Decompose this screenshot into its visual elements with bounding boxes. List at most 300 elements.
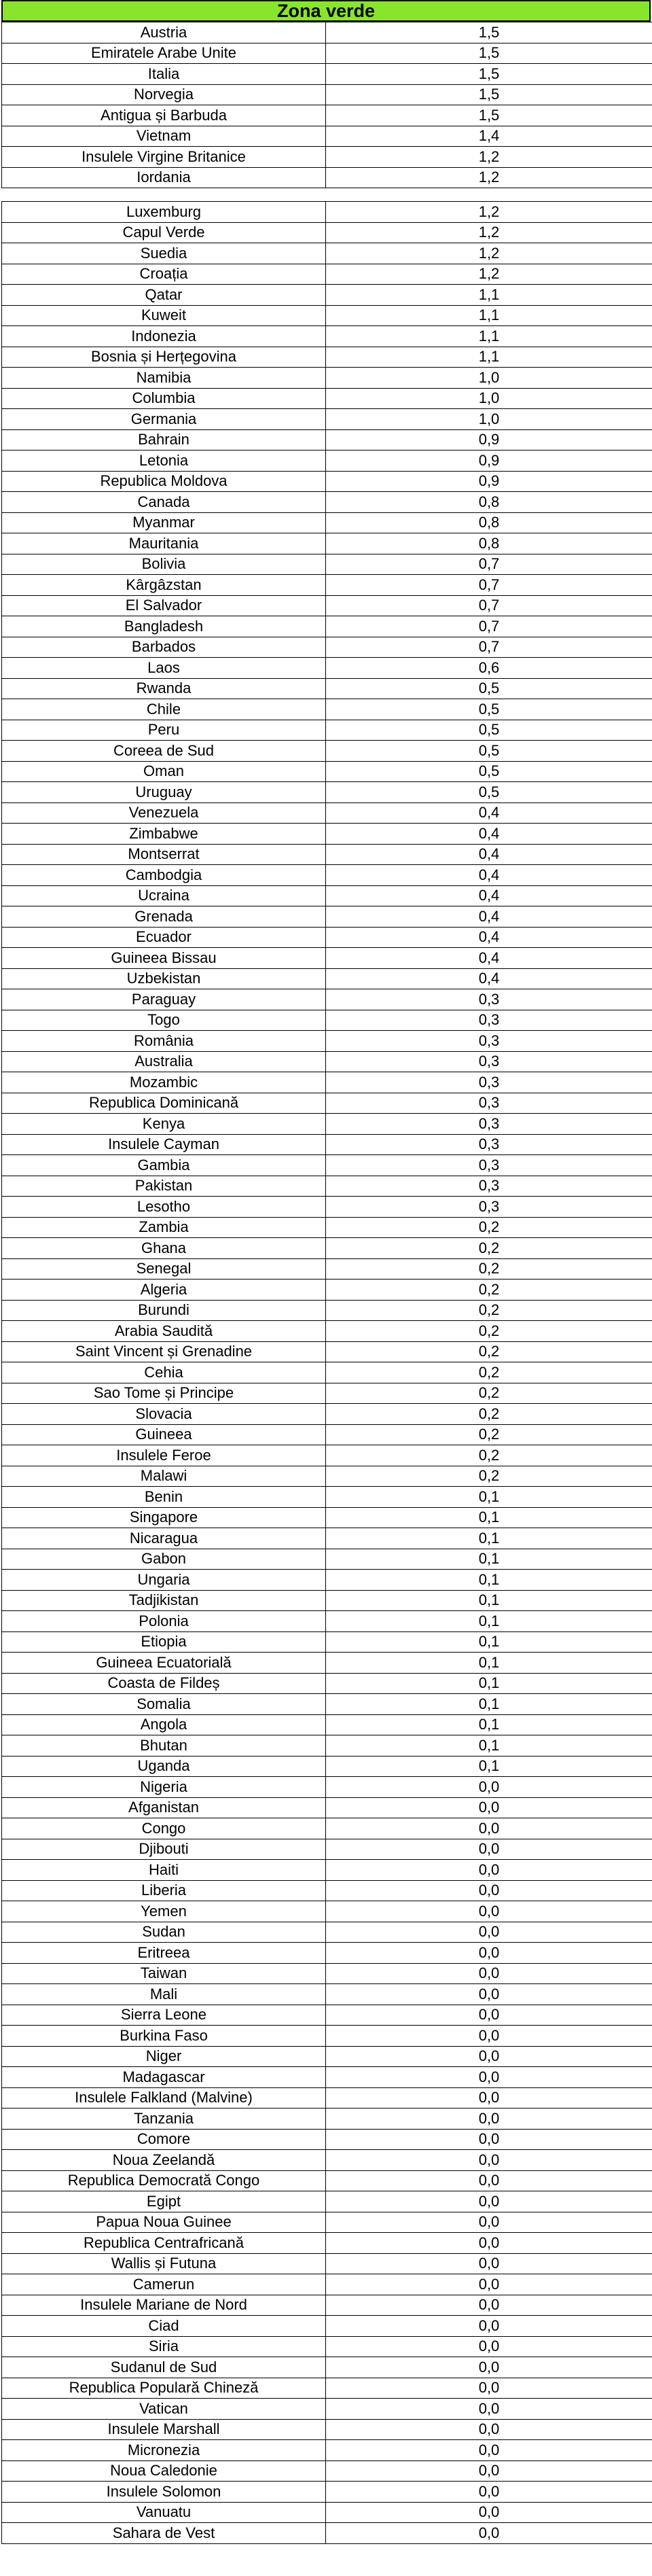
incidence-value: 0,1: [326, 1694, 652, 1715]
incidence-value: 0,0: [326, 1963, 652, 1984]
incidence-value: 0,5: [326, 678, 652, 699]
incidence-value: 0,2: [326, 1404, 652, 1425]
table-row: [2, 2212, 652, 2233]
incidence-value: 0,2: [326, 1341, 652, 1362]
incidence-value: 1,0: [326, 368, 652, 389]
table-row: [2, 1839, 652, 1860]
table-row: [2, 264, 652, 285]
country-name: Guineea Ecuatorială: [2, 1653, 326, 1674]
country-name: Sudanul de Sud: [2, 2357, 326, 2378]
incidence-value: 0,0: [326, 2378, 652, 2399]
country-name: Norvegia: [2, 84, 326, 105]
incidence-value: 1,2: [326, 222, 652, 243]
table-row: [2, 989, 652, 1010]
incidence-value: 0,4: [326, 906, 652, 928]
incidence-value: 1,0: [326, 409, 652, 430]
table-row: [2, 471, 652, 492]
incidence-value: 0,5: [326, 741, 652, 762]
incidence-value: 0,0: [326, 2460, 652, 2482]
incidence-value: 0,9: [326, 471, 652, 492]
green-zone-sheet: [1, 0, 651, 2544]
incidence-value: 0,4: [326, 885, 652, 906]
country-name: Saint Vincent și Grenadine: [2, 1341, 326, 1362]
table-row: [2, 1631, 652, 1653]
table-row: [2, 2274, 652, 2295]
incidence-value: 0,2: [326, 1258, 652, 1280]
country-name: Mozambic: [2, 1072, 326, 1093]
table-row: [2, 2129, 652, 2150]
incidence-value: 0,1: [326, 1653, 652, 1674]
country-name: Nicaragua: [2, 1528, 326, 1549]
country-name: Coasta de Fildeș: [2, 1673, 326, 1694]
incidence-value: 1,2: [326, 202, 652, 223]
country-name: Australia: [2, 1051, 326, 1072]
table-row: [2, 1010, 652, 1031]
table-row: [2, 948, 652, 969]
country-name: Qatar: [2, 285, 326, 306]
country-name: Papua Noua Guinee: [2, 2212, 326, 2233]
table-row: [2, 927, 652, 948]
table-row: [2, 637, 652, 658]
country-name: Zambia: [2, 1217, 326, 1238]
country-name: Insulele Cayman: [2, 1134, 326, 1155]
country-name: Coreea de Sud: [2, 741, 326, 762]
country-table-top: [1, 22, 652, 188]
country-name: Emiratele Arabe Unite: [2, 43, 326, 64]
incidence-value: 0,1: [326, 1631, 652, 1653]
incidence-value: 0,0: [326, 2336, 652, 2357]
incidence-value: 0,2: [326, 1383, 652, 1404]
table-row: [2, 2378, 652, 2399]
table-row: [2, 512, 652, 533]
incidence-value: 0,0: [326, 1901, 652, 1922]
incidence-value: 0,0: [326, 2067, 652, 2088]
country-name: Ungaria: [2, 1570, 326, 1591]
country-name: Indonezia: [2, 326, 326, 347]
country-name: Insulele Feroe: [2, 1445, 326, 1466]
country-name: Republica Centrafricană: [2, 2233, 326, 2254]
table-row: [2, 1611, 652, 1632]
table-row: [2, 1653, 652, 1674]
incidence-value: 1,2: [326, 243, 652, 264]
country-name: Malawi: [2, 1466, 326, 1487]
country-name: Ciad: [2, 2316, 326, 2337]
table-row: [2, 1860, 652, 1881]
country-name: Luxemburg: [2, 202, 326, 223]
incidence-value: 1,1: [326, 347, 652, 368]
table-row: [2, 1404, 652, 1425]
table-row: [2, 2460, 652, 2482]
table-row: [2, 1797, 652, 1818]
table-row: [2, 492, 652, 513]
country-name: Nigeria: [2, 1777, 326, 1798]
incidence-value: 0,0: [326, 2399, 652, 2420]
incidence-value: 0,4: [326, 948, 652, 969]
country-name: Guineea Bissau: [2, 948, 326, 969]
incidence-value: 0,4: [326, 824, 652, 845]
incidence-value: 0,3: [326, 1155, 652, 1176]
country-name: Paraguay: [2, 989, 326, 1010]
country-name: Guineea: [2, 1424, 326, 1445]
country-name: Afganistan: [2, 1797, 326, 1818]
country-name: Taiwan: [2, 1963, 326, 1984]
table-row: [2, 2026, 652, 2047]
table-row: [2, 1818, 652, 1839]
country-name: Haiti: [2, 1860, 326, 1881]
incidence-value: 1,2: [326, 264, 652, 285]
country-name: Insulele Solomon: [2, 2482, 326, 2503]
table-row: [2, 2191, 652, 2212]
country-name: Republica Dominicană: [2, 1093, 326, 1114]
table-row: [2, 2253, 652, 2274]
table-row: [2, 126, 652, 147]
country-name: Zimbabwe: [2, 824, 326, 845]
table-row: [2, 741, 652, 762]
table-row: [2, 761, 652, 782]
incidence-value: 0,2: [326, 1217, 652, 1238]
incidence-value: 1,2: [326, 147, 652, 168]
table-row: [2, 1300, 652, 1321]
table-row: [2, 595, 652, 616]
country-name: Grenada: [2, 906, 326, 928]
incidence-value: 0,0: [326, 2419, 652, 2440]
country-name: Sudan: [2, 1922, 326, 1943]
table-row: [2, 1217, 652, 1238]
incidence-value: 0,0: [326, 1797, 652, 1818]
country-name: Insulele Marshall: [2, 2419, 326, 2440]
table-row: [2, 1155, 652, 1176]
table-row: [2, 658, 652, 679]
incidence-value: 0,0: [326, 2087, 652, 2109]
country-table-main: [1, 201, 652, 2544]
incidence-value: 0,5: [326, 720, 652, 741]
incidence-value: 0,3: [326, 1093, 652, 1114]
table-row: [2, 2109, 652, 2130]
country-name: Burkina Faso: [2, 2026, 326, 2047]
table-row: [2, 575, 652, 596]
incidence-value: 0,0: [326, 1839, 652, 1860]
incidence-value: 0,9: [326, 451, 652, 472]
country-name: Germania: [2, 409, 326, 430]
incidence-value: 0,4: [326, 968, 652, 989]
table-row: [2, 347, 652, 368]
incidence-value: 0,3: [326, 1114, 652, 1135]
table-row: [2, 2440, 652, 2461]
table-row: [2, 1051, 652, 1072]
table-row: [2, 699, 652, 720]
incidence-value: 0,0: [326, 2295, 652, 2316]
country-name: Vatican: [2, 2399, 326, 2420]
table-row: [2, 147, 652, 168]
table-row: [2, 451, 652, 472]
incidence-value: 0,1: [326, 1673, 652, 1694]
table-row: [2, 1549, 652, 1570]
table-row: [2, 1093, 652, 1114]
country-name: Ghana: [2, 1238, 326, 1259]
table-row: [2, 824, 652, 845]
table-row: [2, 533, 652, 554]
country-name: Egipt: [2, 2191, 326, 2212]
incidence-value: 0,3: [326, 1134, 652, 1155]
incidence-value: 0,0: [326, 1943, 652, 1964]
country-name: Republica Moldova: [2, 471, 326, 492]
table-row: [2, 616, 652, 637]
table-row: [2, 2067, 652, 2088]
table-row: [2, 2419, 652, 2440]
table-row: [2, 2295, 652, 2316]
incidence-value: 0,0: [326, 1818, 652, 1839]
table-row: [2, 1777, 652, 1798]
incidence-value: 0,2: [326, 1280, 652, 1301]
country-name: Uruguay: [2, 782, 326, 803]
table-row: [2, 2170, 652, 2191]
table-row: [2, 22, 652, 43]
incidence-value: 0,0: [326, 2005, 652, 2026]
table-row: [2, 388, 652, 409]
country-name: Myanmar: [2, 512, 326, 533]
country-name: Burundi: [2, 1300, 326, 1321]
country-name: Eritreea: [2, 1943, 326, 1964]
country-name: Arabia Saudită: [2, 1321, 326, 1342]
table-row: [2, 409, 652, 430]
incidence-value: 0,0: [326, 2274, 652, 2295]
country-name: Tadjikistan: [2, 1590, 326, 1611]
country-name: Bosnia și Herțegovina: [2, 347, 326, 368]
country-name: Cambodgia: [2, 865, 326, 886]
country-name: Kenya: [2, 1114, 326, 1135]
table-title: Zona verde: [1, 0, 651, 22]
table-row: [2, 1943, 652, 1964]
incidence-value: 0,0: [326, 2482, 652, 2503]
country-name: Letonia: [2, 451, 326, 472]
incidence-value: 1,5: [326, 64, 652, 85]
table-row: [2, 2005, 652, 2026]
table-gap: [1, 188, 651, 201]
table-row: [2, 1072, 652, 1093]
country-name: Lesotho: [2, 1197, 326, 1218]
incidence-value: 0,0: [326, 2191, 652, 2212]
incidence-value: 0,4: [326, 927, 652, 948]
country-name: Noua Zeelandă: [2, 2150, 326, 2171]
country-name: Montserrat: [2, 844, 326, 865]
incidence-value: 0,2: [326, 1321, 652, 1342]
country-name: Comore: [2, 2129, 326, 2150]
country-name: Senegal: [2, 1258, 326, 1280]
table-row: [2, 1197, 652, 1218]
country-name: Siria: [2, 2336, 326, 2357]
country-name: Canada: [2, 492, 326, 513]
table-row: [2, 1528, 652, 1549]
incidence-value: 0,1: [326, 1570, 652, 1591]
table-row: [2, 1341, 652, 1362]
table-row: [2, 2316, 652, 2337]
table-row: [2, 64, 652, 85]
incidence-value: 0,0: [326, 1984, 652, 2005]
table-row: [2, 1466, 652, 1487]
table-row: [2, 2482, 652, 2503]
table-row: [2, 1487, 652, 1508]
incidence-value: 0,0: [326, 1860, 652, 1881]
incidence-value: 0,9: [326, 429, 652, 451]
table-row: [2, 1570, 652, 1591]
incidence-value: 0,2: [326, 1362, 652, 1383]
country-name: Columbia: [2, 388, 326, 409]
table-row: [2, 1922, 652, 1943]
incidence-value: 0,0: [326, 1922, 652, 1943]
incidence-value: 1,0: [326, 388, 652, 409]
table-row: [2, 2336, 652, 2357]
country-name: Iordania: [2, 167, 326, 188]
table-row: [2, 2357, 652, 2378]
incidence-value: 0,1: [326, 1611, 652, 1632]
country-name: Gambia: [2, 1155, 326, 1176]
country-name: Wallis și Futuna: [2, 2253, 326, 2274]
table-row: [2, 678, 652, 699]
table-row: [2, 1362, 652, 1383]
table-row: [2, 720, 652, 741]
country-name: Polonia: [2, 1611, 326, 1632]
country-name: Barbados: [2, 637, 326, 658]
incidence-value: 1,1: [326, 326, 652, 347]
incidence-value: 0,0: [326, 2502, 652, 2523]
incidence-value: 0,0: [326, 1777, 652, 1798]
country-name: Sierra Leone: [2, 2005, 326, 2026]
table-row: [2, 1901, 652, 1922]
table-row: [2, 1258, 652, 1280]
country-name: Insulele Falkland (Malvine): [2, 2087, 326, 2109]
country-name: Uganda: [2, 1756, 326, 1777]
country-name: Laos: [2, 658, 326, 679]
country-name: Pakistan: [2, 1176, 326, 1197]
incidence-value: 0,0: [326, 2212, 652, 2233]
country-name: Tanzania: [2, 2109, 326, 2130]
incidence-value: 0,0: [326, 2440, 652, 2461]
country-name: Capul Verde: [2, 222, 326, 243]
country-name: Austria: [2, 22, 326, 43]
table-row: [2, 1424, 652, 1445]
table-row: [2, 554, 652, 575]
incidence-value: 0,7: [326, 637, 652, 658]
incidence-value: 0,6: [326, 658, 652, 679]
country-name: Somalia: [2, 1694, 326, 1715]
country-name: Sahara de Vest: [2, 2523, 326, 2544]
incidence-value: 1,5: [326, 105, 652, 126]
incidence-value: 1,4: [326, 126, 652, 147]
table-row: [2, 1590, 652, 1611]
table-row: [2, 1507, 652, 1528]
country-name: Liberia: [2, 1880, 326, 1901]
country-name: Singapore: [2, 1507, 326, 1528]
incidence-value: 0,7: [326, 575, 652, 596]
country-name: Camerun: [2, 2274, 326, 2295]
country-name: Gabon: [2, 1549, 326, 1570]
table-row: [2, 1714, 652, 1735]
incidence-value: 0,0: [326, 2233, 652, 2254]
table-row: [2, 802, 652, 824]
incidence-value: 0,5: [326, 782, 652, 803]
country-name: Sao Tome și Principe: [2, 1383, 326, 1404]
country-name: Ecuador: [2, 927, 326, 948]
table-row: [2, 429, 652, 451]
country-name: Oman: [2, 761, 326, 782]
country-name: Uzbekistan: [2, 968, 326, 989]
incidence-value: 0,0: [326, 2129, 652, 2150]
country-name: Togo: [2, 1010, 326, 1031]
country-name: Rwanda: [2, 678, 326, 699]
country-name: Mauritania: [2, 533, 326, 554]
incidence-value: 0,0: [326, 2253, 652, 2274]
country-name: Congo: [2, 1818, 326, 1839]
country-name: Vietnam: [2, 126, 326, 147]
country-name: Bahrain: [2, 429, 326, 451]
country-name: Croația: [2, 264, 326, 285]
table-row: [2, 844, 652, 865]
incidence-value: 1,5: [326, 84, 652, 105]
incidence-value: 0,3: [326, 1197, 652, 1218]
table-row: [2, 222, 652, 243]
incidence-value: 0,8: [326, 533, 652, 554]
country-name: Peru: [2, 720, 326, 741]
incidence-value: 0,7: [326, 554, 652, 575]
country-name: Chile: [2, 699, 326, 720]
country-name: România: [2, 1031, 326, 1052]
country-name: Republica Democrată Congo: [2, 2170, 326, 2191]
country-name: Madagascar: [2, 2067, 326, 2088]
table-row: [2, 1880, 652, 1901]
incidence-value: 0,1: [326, 1590, 652, 1611]
country-name: Yemen: [2, 1901, 326, 1922]
incidence-value: 0,2: [326, 1466, 652, 1487]
incidence-value: 0,1: [326, 1714, 652, 1735]
country-name: Venezuela: [2, 802, 326, 824]
country-name: Antigua și Barbuda: [2, 105, 326, 126]
incidence-value: 1,1: [326, 285, 652, 306]
incidence-value: 0,3: [326, 1072, 652, 1093]
incidence-value: 0,1: [326, 1735, 652, 1757]
incidence-value: 0,0: [326, 2170, 652, 2191]
country-name: Ucraina: [2, 885, 326, 906]
table-row: [2, 1176, 652, 1197]
incidence-value: 0,3: [326, 1176, 652, 1197]
incidence-value: 0,8: [326, 512, 652, 533]
table-row: [2, 243, 652, 264]
incidence-value: 0,0: [326, 2316, 652, 2337]
country-name: Djibouti: [2, 1839, 326, 1860]
incidence-value: 0,0: [326, 2357, 652, 2378]
country-name: El Salvador: [2, 595, 326, 616]
country-name: Italia: [2, 64, 326, 85]
table-row: [2, 1445, 652, 1466]
incidence-value: 1,2: [326, 167, 652, 188]
country-name: Niger: [2, 2046, 326, 2067]
table-row: [2, 2087, 652, 2109]
incidence-value: 0,3: [326, 989, 652, 1010]
incidence-value: 0,7: [326, 595, 652, 616]
incidence-value: 1,5: [326, 43, 652, 64]
table-row: [2, 782, 652, 803]
table-row: [2, 865, 652, 886]
incidence-value: 0,3: [326, 1051, 652, 1072]
table-row: [2, 105, 652, 126]
table-row: [2, 368, 652, 389]
table-row: [2, 84, 652, 105]
table-row: [2, 1383, 652, 1404]
table-row: [2, 1694, 652, 1715]
incidence-value: 0,2: [326, 1300, 652, 1321]
table-row: [2, 1756, 652, 1777]
country-name: Republica Populară Chineză: [2, 2378, 326, 2399]
country-name: Slovacia: [2, 1404, 326, 1425]
